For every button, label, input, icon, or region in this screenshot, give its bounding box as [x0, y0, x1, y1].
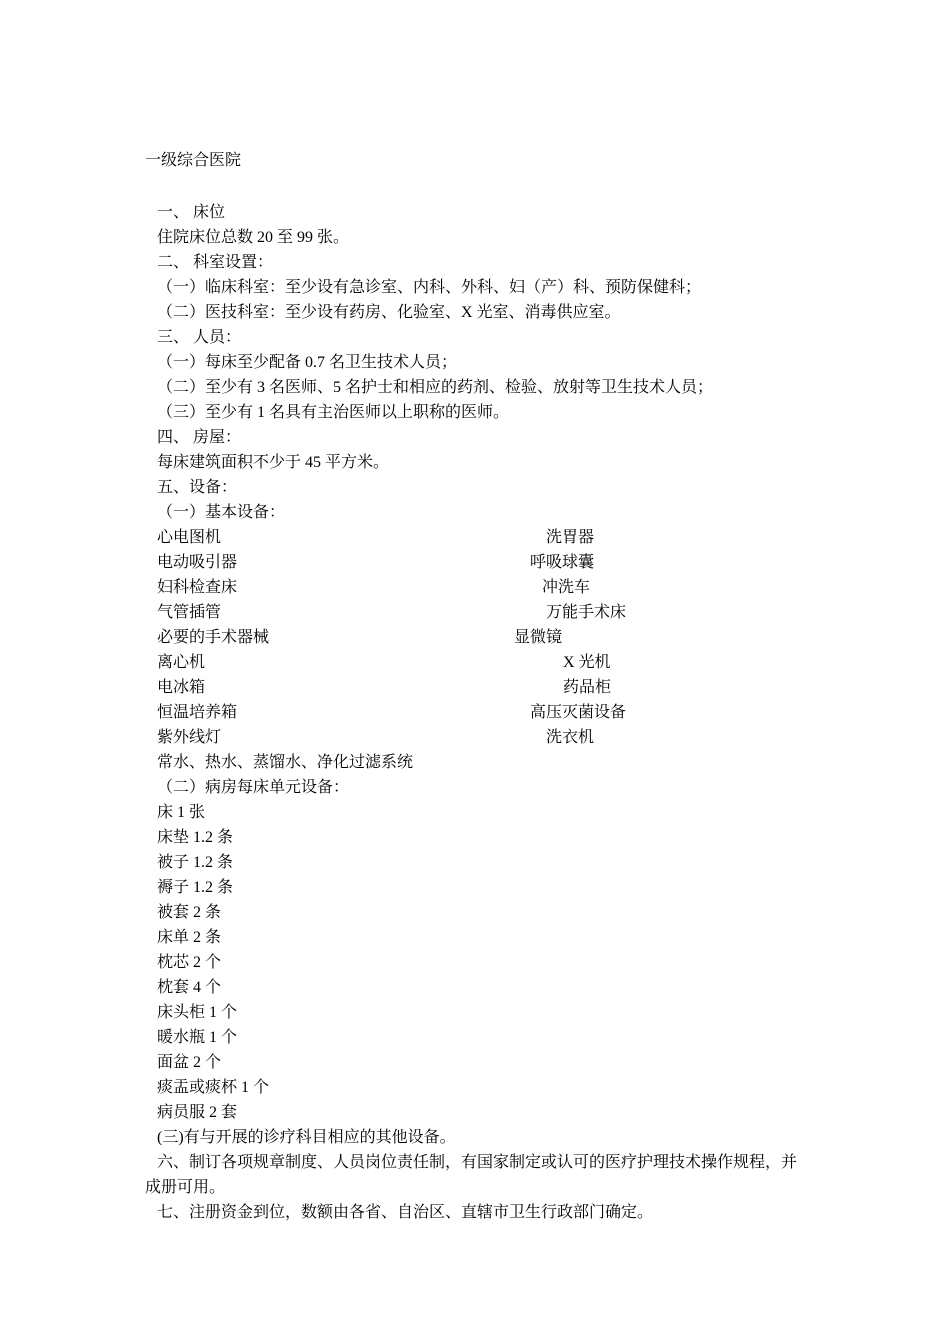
ward-item: 痰盂或痰杯 1 个: [157, 1079, 270, 1096]
equipment-row: [145, 700, 815, 725]
basic-equipment-heading: （一）基本设备：: [157, 504, 286, 521]
equipment-right: 高压灭菌设备: [530, 704, 627, 721]
ward-item: 床垫 1.2 条: [157, 829, 234, 846]
ward-item: 病员服 2 套: [157, 1104, 238, 1121]
ward-item: 床 1 张: [157, 804, 206, 821]
section-7-text: 七、注册资金到位，数额由各省、自治区、直辖市卫生行政部门确定。: [157, 1204, 654, 1221]
equipment-left: 电冰箱: [157, 679, 206, 696]
equipment-left: 电动吸引器: [157, 554, 238, 571]
equipment-left: 紫外线灯: [157, 729, 222, 746]
document-body: [145, 200, 815, 1225]
section-2-item: （二）医技科室：至少设有药房、化验室、X 光室、消毒供应室。: [157, 304, 621, 321]
ward-item: 暖水瓶 1 个: [157, 1029, 238, 1046]
section-6-line2: 成册可用。: [145, 1179, 226, 1196]
water-systems: 常水、热水、蒸馏水、净化过滤系统: [157, 754, 414, 771]
section-6-line1: 六、制订各项规章制度、人员岗位责任制，有国家制定或认可的医疗护理技术操作规程，并: [157, 1154, 798, 1171]
ward-item: 枕芯 2 个: [157, 954, 222, 971]
equipment-right: 万能手术床: [546, 604, 627, 621]
section-3-item: （二）至少有 3 名医师、5 名护士和相应的药剂、检验、放射等卫生技术人员；: [157, 379, 714, 396]
ward-item: 床单 2 条: [157, 929, 222, 946]
section-3-item: （一）每床至少配备 0.7 名卫生技术人员；: [157, 354, 458, 371]
equipment-row: [145, 600, 815, 625]
equipment-row: [145, 625, 815, 650]
equipment-row: [145, 525, 815, 550]
equipment-right: 洗衣机: [546, 729, 595, 746]
ward-item: 枕套 4 个: [157, 979, 222, 996]
ward-item: 床头柜 1 个: [157, 1004, 238, 1021]
ward-item: 被子 1.2 条: [157, 854, 234, 871]
equipment-left: 心电图机: [157, 529, 222, 546]
ward-item: 褥子 1.2 条: [157, 879, 234, 896]
equipment-row: [145, 550, 815, 575]
section-4-text: 每床建筑面积不少于 45 平方米。: [157, 454, 390, 471]
equipment-left: 必要的手术器械: [157, 629, 270, 646]
section-4-heading: 四、 房屋：: [157, 429, 242, 446]
equipment-row: [145, 650, 815, 675]
equipment-row: [145, 575, 815, 600]
equipment-right: X 光机: [563, 654, 611, 671]
other-equipment: (三)有与开展的诊疗科目相应的其他设备。: [157, 1129, 456, 1146]
document-title: 一级综合医院: [145, 152, 242, 169]
ward-item: 被套 2 条: [157, 904, 222, 921]
equipment-right: 冲洗车: [542, 579, 591, 596]
section-2-item: （一）临床科室：至少设有急诊室、内科、外科、妇（产）科、预防保健科；: [157, 279, 702, 296]
section-2-heading: 二、 科室设置：: [157, 254, 274, 271]
equipment-left: 妇科检查床: [157, 579, 238, 596]
section-5-heading: 五、设备：: [157, 479, 238, 496]
section-3-heading: 三、 人员：: [157, 329, 242, 346]
equipment-row: [145, 675, 815, 700]
equipment-right: 洗胃器: [546, 529, 595, 546]
section-1-text: 住院床位总数 20 至 99 张。: [157, 229, 350, 246]
equipment-left: 离心机: [157, 654, 206, 671]
section-3-item: （三）至少有 1 名具有主治医师以上职称的医师。: [157, 404, 510, 421]
equipment-left: 气管插管: [157, 604, 222, 621]
equipment-left: 恒温培养箱: [157, 704, 238, 721]
equipment-right: 显微镜: [514, 629, 563, 646]
equipment-right: 药品柜: [563, 679, 612, 696]
section-1-heading: 一、 床位: [157, 204, 226, 221]
equipment-row: [145, 725, 815, 750]
ward-equipment-heading: （二）病房每床单元设备：: [157, 779, 350, 796]
ward-item: 面盆 2 个: [157, 1054, 222, 1071]
equipment-right: 呼吸球囊: [530, 554, 595, 571]
